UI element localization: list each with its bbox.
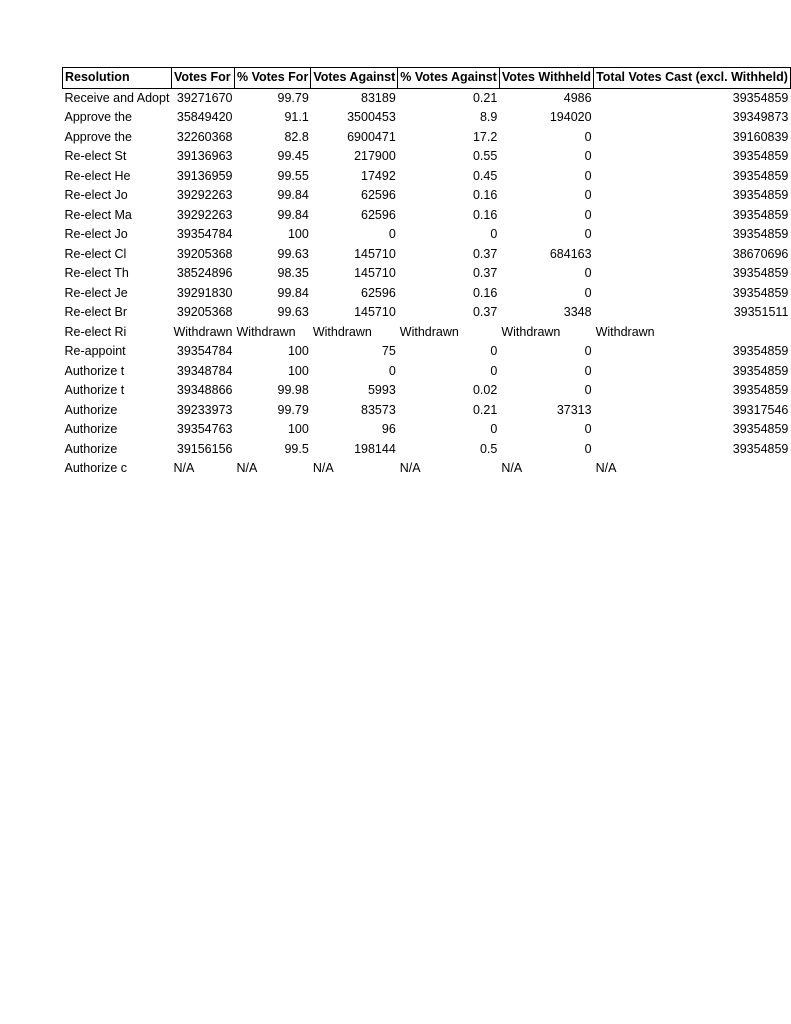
header-votes-withheld[interactable]: Votes Withheld (499, 68, 593, 89)
cell-votes-for[interactable]: 39136959 (176, 168, 233, 183)
cell-pct-votes-for[interactable]: 99.79 (277, 402, 309, 417)
cell-votes-withheld[interactable]: 0 (584, 168, 592, 183)
cell-pct-votes-against[interactable]: 0 (490, 344, 498, 358)
table-row (63, 381, 791, 401)
cell-pct-votes-against[interactable]: 0.45 (472, 168, 498, 183)
header-votes-against[interactable]: Votes Against (311, 68, 398, 89)
table-row (63, 401, 791, 421)
cell-total-votes-cast[interactable]: 39354859 (732, 188, 789, 202)
spreadsheet (62, 67, 791, 479)
table-row (63, 88, 791, 108)
table-row (63, 225, 791, 245)
cell-votes-for[interactable]: 35849420 (176, 110, 233, 124)
table-row (63, 108, 791, 128)
cell-pct-votes-for[interactable]: 100 (287, 422, 309, 436)
cell-pct-votes-for[interactable]: 100 (287, 363, 309, 378)
cell-votes-for[interactable]: 39354784 (176, 344, 233, 358)
cell-pct-votes-against[interactable]: N/A (399, 461, 421, 475)
cell-resolution[interactable]: Re-elect Jo (64, 188, 128, 202)
cell-votes-for[interactable]: 39205368 (176, 305, 233, 319)
cell-pct-votes-against[interactable]: 0.37 (472, 305, 498, 319)
cell-total-votes-cast[interactable]: 39354859 (732, 227, 789, 241)
cell-pct-votes-against[interactable]: 0.37 (472, 266, 498, 280)
cell-total-votes-cast[interactable]: 39354859 (732, 168, 789, 183)
cell-pct-votes-for[interactable]: 99.84 (277, 207, 309, 222)
cell-resolution[interactable]: Re-elect Th (64, 266, 129, 280)
cell-resolution[interactable]: Receive and Adopt (64, 90, 170, 105)
cell-pct-votes-for[interactable]: 99.98 (277, 383, 309, 397)
cell-pct-votes-for[interactable]: 99.55 (277, 168, 309, 183)
cell-resolution[interactable]: Re-elect He (64, 168, 131, 183)
cell-votes-against[interactable]: 145710 (354, 266, 396, 280)
cell-votes-for[interactable]: 39292263 (176, 207, 233, 222)
cell-resolution[interactable]: Re-elect Jo (64, 227, 128, 241)
cell-votes-withheld[interactable]: 684163 (549, 246, 592, 261)
cell-pct-votes-against[interactable]: 0.16 (472, 207, 498, 222)
header-row (63, 68, 791, 89)
table-row (63, 362, 791, 382)
cell-total-votes-cast[interactable]: 39354859 (732, 422, 789, 436)
cell-votes-withheld[interactable]: 0 (584, 363, 592, 378)
cell-votes-withheld[interactable]: 194020 (549, 110, 592, 124)
cell-votes-for[interactable]: N/A (173, 461, 195, 475)
cell-votes-against[interactable]: 6900471 (347, 129, 396, 144)
cell-pct-votes-against[interactable]: 0 (490, 422, 498, 436)
cell-total-votes-cast[interactable]: 39160839 (732, 129, 789, 144)
cell-pct-votes-for[interactable]: 98.35 (277, 266, 309, 280)
cell-total-votes-cast[interactable]: 39354859 (732, 207, 789, 222)
cell-pct-votes-for[interactable]: 99.84 (277, 188, 309, 202)
cell-votes-against[interactable]: 83573 (361, 402, 396, 417)
cell-votes-withheld[interactable]: 0 (584, 285, 592, 300)
table-row (63, 342, 791, 362)
table-body (63, 88, 791, 479)
cell-votes-for[interactable]: 39292263 (176, 188, 233, 202)
cell-resolution[interactable]: Authorize (64, 402, 118, 417)
cell-pct-votes-for[interactable]: 99.84 (277, 285, 309, 300)
cell-pct-votes-against[interactable]: 0 (490, 363, 498, 378)
cell-total-votes-cast[interactable]: 39351511 (733, 305, 789, 319)
cell-votes-withheld[interactable]: 0 (584, 207, 592, 222)
cell-votes-against[interactable]: 3500453 (347, 110, 396, 124)
cell-resolution[interactable]: Re-elect Ri (64, 324, 127, 339)
cell-votes-for[interactable]: 39233973 (176, 402, 233, 417)
cell-pct-votes-for[interactable]: N/A (236, 461, 258, 475)
cell-total-votes-cast[interactable]: 39354859 (732, 266, 789, 280)
cell-total-votes-cast[interactable]: 39317546 (732, 402, 789, 417)
cell-resolution[interactable]: Re-appoint (64, 344, 126, 358)
cell-total-votes-cast[interactable]: N/A (595, 461, 617, 475)
table-row (63, 303, 791, 323)
cell-resolution[interactable]: Authorize (64, 422, 118, 436)
cell-votes-against[interactable]: 17492 (361, 168, 396, 183)
table-row (63, 420, 791, 440)
cell-pct-votes-for[interactable]: 91.1 (284, 110, 309, 124)
cell-pct-votes-against[interactable]: 0.21 (472, 402, 498, 417)
cell-pct-votes-for[interactable]: 100 (287, 344, 309, 358)
cell-votes-withheld[interactable]: 4986 (563, 90, 592, 105)
cell-total-votes-cast[interactable]: 39354859 (732, 90, 789, 105)
cell-pct-votes-for[interactable]: 99.63 (277, 246, 309, 261)
cell-votes-withheld[interactable]: 0 (584, 188, 592, 202)
cell-votes-against[interactable]: 62596 (361, 207, 396, 222)
header-votes-for[interactable]: Votes For (171, 68, 234, 89)
cell-total-votes-cast[interactable]: Withdrawn (595, 324, 655, 339)
cell-votes-withheld[interactable]: 0 (584, 344, 592, 358)
cell-votes-withheld[interactable]: 0 (584, 149, 592, 163)
header-total-votes-cast[interactable]: Total Votes Cast (excl. Withheld) (594, 68, 791, 89)
cell-total-votes-cast[interactable]: 39354859 (732, 441, 789, 456)
cell-pct-votes-against[interactable]: 0.02 (472, 383, 498, 397)
table-row (63, 459, 791, 479)
cell-votes-against[interactable]: 145710 (354, 246, 396, 261)
cell-votes-for[interactable]: 39354784 (176, 227, 233, 241)
cell-pct-votes-against[interactable]: Withdrawn (399, 324, 459, 339)
cell-votes-withheld[interactable]: 3348 (563, 305, 592, 319)
cell-votes-withheld[interactable]: 0 (584, 266, 592, 280)
cell-pct-votes-for[interactable]: 82.8 (284, 129, 309, 144)
cell-votes-for[interactable]: 39205368 (176, 246, 233, 261)
cell-votes-against[interactable]: 83189 (361, 90, 396, 105)
cell-votes-for[interactable]: 38524896 (176, 266, 233, 280)
cell-votes-withheld[interactable]: 0 (584, 441, 592, 456)
cell-votes-withheld[interactable]: 0 (584, 227, 592, 241)
cell-resolution[interactable]: Re-elect Br (64, 305, 128, 319)
cell-pct-votes-against[interactable]: 17.2 (472, 129, 498, 144)
table-row (63, 147, 791, 167)
cell-votes-against[interactable]: 62596 (361, 285, 396, 300)
cell-pct-votes-against[interactable]: 0.55 (472, 149, 498, 163)
cell-votes-for[interactable]: 39354763 (176, 422, 233, 436)
cell-resolution[interactable]: Approve the (64, 110, 132, 124)
cell-pct-votes-against[interactable]: 0 (490, 227, 498, 241)
table-row (63, 128, 791, 148)
table-row (63, 167, 791, 187)
cell-total-votes-cast[interactable]: 39354859 (732, 149, 789, 163)
cell-votes-for[interactable]: 39348784 (176, 363, 233, 378)
cell-votes-against[interactable]: 198144 (354, 441, 396, 456)
cell-pct-votes-for[interactable]: 99.5 (284, 441, 309, 456)
cell-resolution[interactable]: Authorize t (64, 363, 125, 378)
cell-resolution[interactable]: Authorize t (64, 383, 125, 397)
cell-votes-against[interactable]: 96 (381, 422, 396, 436)
cell-resolution[interactable]: Authorize (64, 441, 118, 456)
cell-pct-votes-for[interactable]: Withdrawn (236, 324, 296, 339)
cell-votes-withheld[interactable]: N/A (501, 461, 523, 475)
table-row (63, 264, 791, 284)
cell-votes-for[interactable]: Withdrawn (173, 324, 233, 339)
cell-votes-for[interactable]: 39136963 (176, 149, 233, 163)
cell-votes-against[interactable]: 0 (388, 363, 396, 378)
cell-total-votes-cast[interactable]: 39349873 (732, 110, 789, 124)
cell-pct-votes-for[interactable]: 100 (287, 227, 309, 241)
cell-votes-withheld[interactable]: 0 (584, 422, 592, 436)
table-row (63, 440, 791, 460)
cell-votes-against[interactable]: 75 (381, 344, 396, 358)
cell-votes-against[interactable]: 217900 (354, 149, 396, 163)
cell-pct-votes-against[interactable]: 0.37 (472, 246, 498, 261)
cell-resolution[interactable]: Re-elect St (64, 149, 127, 163)
cell-votes-against[interactable]: 5993 (367, 383, 396, 397)
cell-total-votes-cast[interactable]: 39354859 (732, 383, 789, 397)
table-row (63, 206, 791, 226)
cell-votes-for[interactable]: 39271670 (176, 90, 233, 105)
cell-votes-against[interactable]: Withdrawn (312, 324, 372, 339)
results-table (62, 67, 791, 479)
cell-pct-votes-for[interactable]: 99.79 (277, 90, 309, 105)
table-row (63, 323, 791, 343)
cell-pct-votes-for[interactable]: 99.45 (277, 149, 309, 163)
table-row (63, 245, 791, 265)
cell-votes-for[interactable]: 39348866 (176, 383, 233, 397)
cell-votes-against[interactable]: N/A (312, 461, 334, 475)
cell-pct-votes-against[interactable]: 0.16 (472, 285, 498, 300)
cell-resolution[interactable]: Re-elect Cl (64, 246, 127, 261)
header-resolution[interactable]: Resolution (63, 68, 172, 89)
cell-votes-withheld[interactable]: Withdrawn (501, 324, 561, 339)
cell-resolution[interactable]: Re-elect Ma (64, 207, 132, 222)
cell-votes-against[interactable]: 62596 (361, 188, 396, 202)
cell-votes-for[interactable]: 39291830 (176, 285, 233, 300)
cell-resolution[interactable]: Approve the (64, 129, 132, 144)
cell-votes-withheld[interactable]: 0 (584, 129, 592, 144)
cell-pct-votes-against[interactable]: 0.21 (472, 90, 498, 105)
header-pct-votes-against[interactable]: % Votes Against (398, 68, 500, 89)
cell-votes-against[interactable]: 0 (388, 227, 396, 241)
cell-pct-votes-against[interactable]: 8.9 (479, 110, 498, 124)
cell-votes-withheld[interactable]: 0 (584, 383, 592, 397)
cell-votes-for[interactable]: 39156156 (176, 441, 233, 456)
cell-pct-votes-against[interactable]: 0.5 (479, 441, 498, 456)
header-pct-votes-for[interactable]: % Votes For (235, 68, 311, 89)
table-row (63, 186, 791, 206)
cell-pct-votes-against[interactable]: 0.16 (472, 188, 498, 202)
cell-pct-votes-for[interactable]: 99.63 (277, 305, 309, 319)
cell-votes-against[interactable]: 145710 (354, 305, 396, 319)
cell-total-votes-cast[interactable]: 39354859 (732, 344, 789, 358)
cell-resolution[interactable]: Re-elect Je (64, 285, 128, 300)
cell-total-votes-cast[interactable]: 39354859 (732, 285, 789, 300)
cell-votes-withheld[interactable]: 37313 (556, 402, 592, 417)
cell-votes-for[interactable]: 32260368 (176, 129, 233, 144)
cell-total-votes-cast[interactable]: 38670696 (732, 246, 789, 261)
cell-total-votes-cast[interactable]: 39354859 (732, 363, 789, 378)
cell-resolution[interactable]: Authorize c (64, 461, 128, 475)
table-row (63, 284, 791, 304)
